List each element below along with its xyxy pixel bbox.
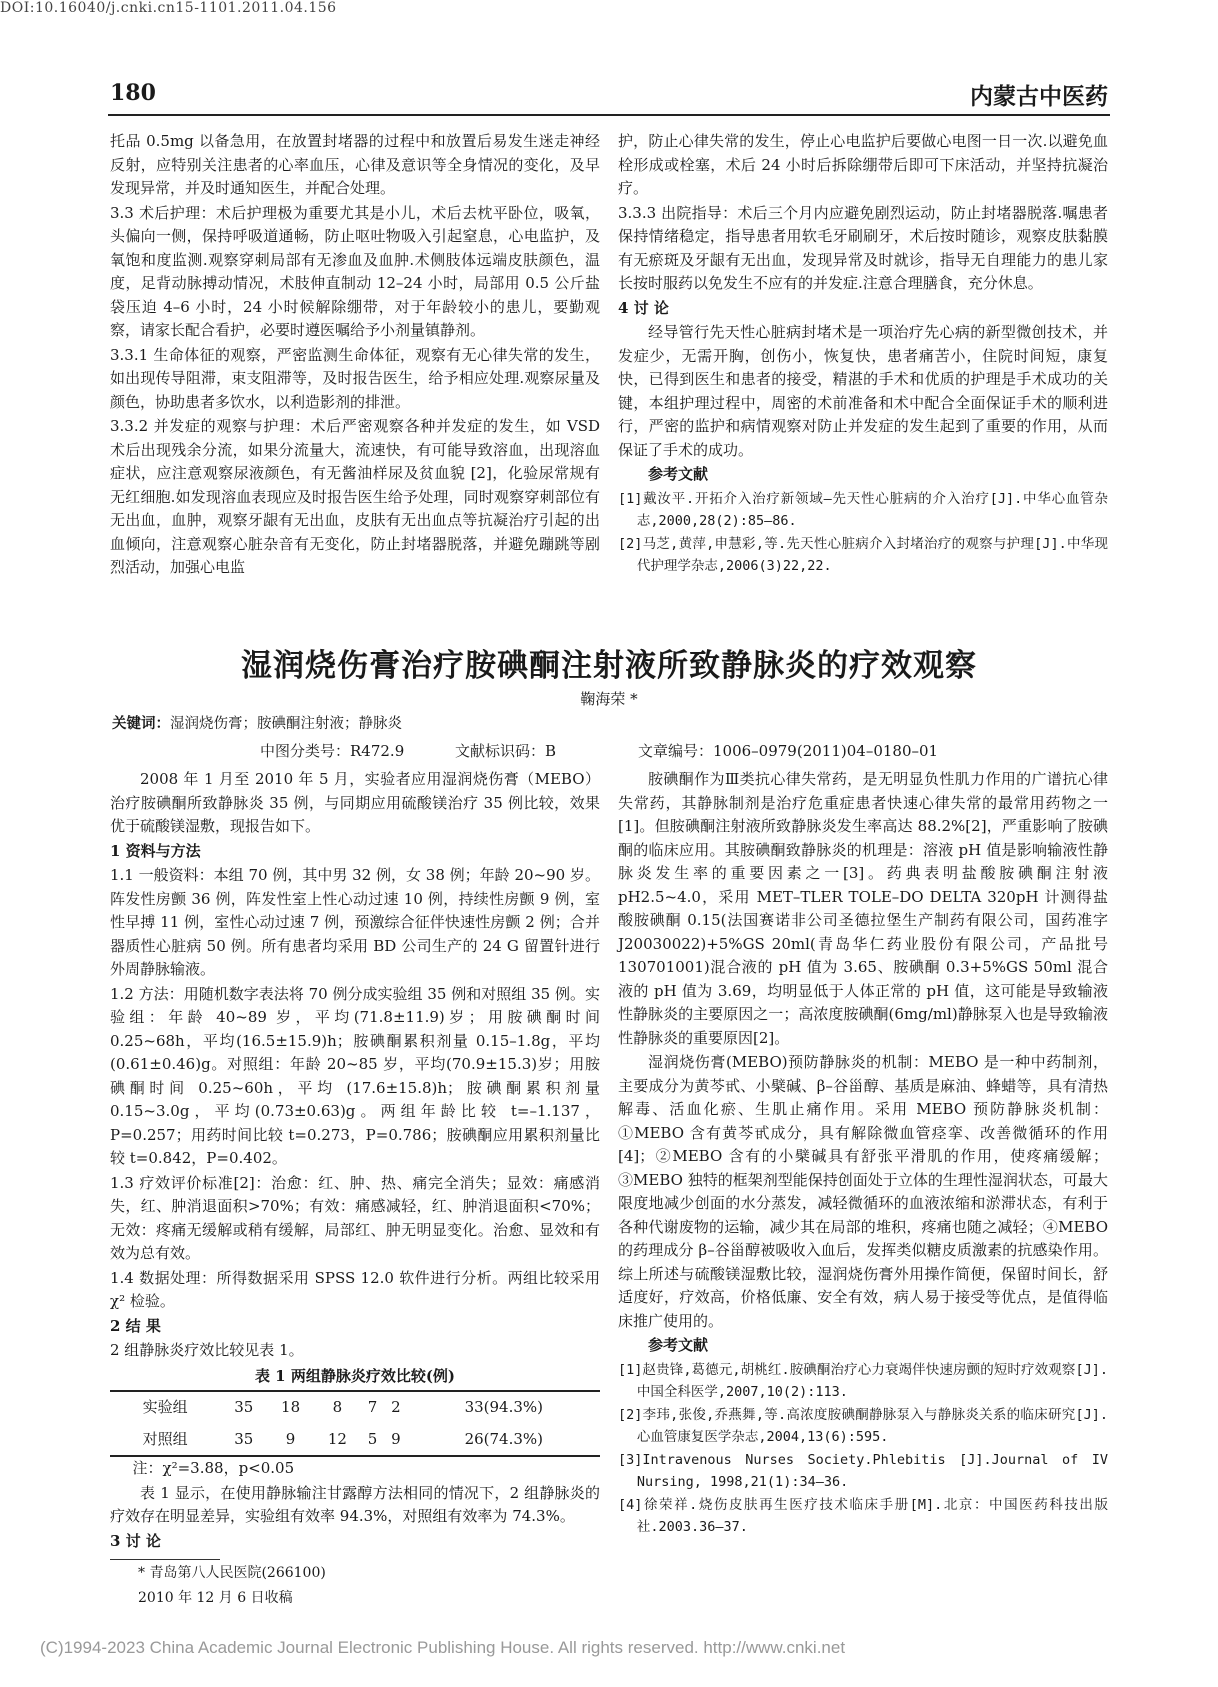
reference-item: [1]戴汝平.开拓介入治疗新领域–先天性心脏病的介入治疗[J].中华心血管杂志,2000,28(2):85–86. [618,490,1108,529]
keywords [112,712,402,733]
author: 鞠海荣 * [580,690,638,708]
page-number: 180 [110,80,156,106]
article-left-column [110,768,600,1611]
table-cell: 7 [361,1391,384,1424]
table-cell: 9 [384,1424,407,1457]
table-cell: 实验组 [110,1391,220,1424]
paragraph: 1.1 一般资料：本组 70 例，其中男 32 例，女 38 例；年龄 20~90 岁。阵发性房颤 36 例，阵发性室上性心动过速 10 例，持续性房颤 9 例，室性早搏 11 例，室性心动过速 7 例，预激综合征伴快速性房颤 2 例；合并器质性心脏病 50 例。所有患者均采用 BD 公司生产的 24 G 留置针进行外周静脉输液。 [110,866,600,978]
reference-item: [2]李玮,张俊,乔燕舞,等.高浓度胺碘酮静脉泵入与静脉炎关系的临床研究[J].心血管康复医学杂志,2004,13(6):595. [618,1406,1108,1445]
section-heading: 1 资料与方法 [110,841,201,860]
keywords-label: 关键词： [112,715,170,732]
table-cell: 35 [220,1391,267,1424]
paragraph: 托品 0.5mg 以备急用，在放置封堵器的过程中和放置后易发生迷走神经反射，应特别关注患者的心率血压，心律及意识等全身情况的变化，及早发现异常，并及时通知医生，并配合处理。 [110,132,600,197]
doi-line: DOI:10.16040/j.cnki.cn15-1101.2011.04.156 [0,0,337,16]
table-cell: 26(74.3%) [408,1424,600,1457]
footnote-rule [110,1559,220,1560]
table-cell: 33(94.3%) [408,1391,600,1424]
paragraph: 1.2 方法：用随机数字表法将 70 例分成实验组 35 例和对照组 35 例。实验组：年龄 40~89 岁，平均(71.8±11.9)岁；用胺碘酮时间 0.25~68h，平均(16.5±15.9)h；胺碘酮累积剂量 0.15–1.8g，平均(0.61±0.46)g。对照组：年龄 20~85 岁，平均(70.9±15.3)岁；用胺碘酮时间 0.25~60h，平均 (17.6±15.8)h；胺碘酮累积剂量 0.15~3.0g，平均(0.73±0.63)g。两组年龄比较 t=–1.137，P=0.257；用药时间比较 t=0.273，P=0.786；胺碘酮应用累积剂量比较 t=0.842，P=0.402。 [110,984,600,1167]
paragraph: 1.3 疗效评价标准[2]：治愈：红、肿、热、痛完全消失；显效：痛感消失，红、肿消退面积>70%；有效：痛感减轻，红、肿消退面积<70%；无效：疼痛无缓解或稍有缓解，局部红、肿无明显变化。治愈、显效和有效为总有效。 [110,1173,600,1262]
table-caption: 表 1 两组静脉炎疗效比较(例) [254,1366,456,1385]
references-heading: 参考文献 [648,1336,709,1354]
copyright-footer: (C)1994-2023 China Academic Journal Electronic Publishing House. All rights reserved. http://www.cnki.net [40,1638,846,1657]
paragraph: 3.3.3 出院指导：术后三个月内应避免剧烈运动，防止封堵器脱落.嘱患者保持情绪稳定，指导患者用软毛牙刷刷牙，术后按时随诊，观察皮肤黏膜有无瘀斑及牙龈有无出血，发现异常及时就诊，指导无自理能力的患儿家长按时服药以免发生不应有的并发症.注意合理膳食，充分休息。 [618,203,1108,292]
prev-article-right-column [618,130,1108,578]
paragraph: 护，防止心律失常的发生，停止心电监护后要做心电图一日一次.以避免血栓形成或栓塞，术后 24 小时后拆除绷带后即可下床活动，并坚持抗凝治疗。 [618,132,1108,197]
paragraph: 1.4 数据处理：所得数据采用 SPSS 12.0 软件进行分析。两组比较采用 χ² 检验。 [110,1268,600,1310]
table-cell: 12 [314,1424,361,1457]
paragraph: 经导管行先天性心脏病封堵术是一项治疗先心病的新型微创技术，并发症少，无需开胸，创伤小，恢复快，患者痛苦小，住院时间短，康复快，已得到医生和患者的接受，精湛的手术和优质的护理是手术成功的关键，本组护理过程中，周密的术前准备和术中配合全面保证手术的顺利进行，严密的监护和病情观察对防止并发症的发生起到了重要的作用，从而保证了手术的成功。 [618,323,1108,459]
table-cell: 18 [267,1391,314,1424]
article-number: 文章编号：1006–0979(2011)04–0180–01 [638,742,939,760]
section-heading: 2 结 果 [110,1316,161,1335]
prev-article-left-column [110,130,600,581]
journal-name: 内蒙古中医药 [970,83,1108,110]
reference-item: [3]Intravenous Nurses Society.Phlebitis [J].Journal of IV Nursing, 1998,21(1):34–36. [618,1451,1108,1490]
table-cell: 对照组 [110,1424,220,1457]
table-cell: 9 [267,1424,314,1457]
header-rule [108,114,1110,116]
article-right-column [618,768,1108,1539]
reference-item: [4]徐荣祥.烧伤皮肤再生医疗技术临床手册[M].北京：中国医药科技出版社.2003.36–37. [618,1496,1108,1535]
table-cell: 2 [384,1391,407,1424]
table-row [110,1391,600,1424]
table-cell: 5 [361,1424,384,1457]
paragraph: 湿润烧伤膏(MEBO)预防静脉炎的机制：MEBO 是一种中药制剂，主要成分为黄芩甙、小檗碱、β–谷甾醇、基质是麻油、蜂蜡等，具有清热解毒、活血化瘀、生肌止痛作用。采用 MEBO 预防静脉炎机制：①MEBO 含有黄芩甙成分，具有解除微血管痉挛、改善微循环的作用[4]；②MEBO 含有的小檗碱具有舒张平滑肌的作用，使疼痛缓解；③MEBO 独特的框架剂型能保持创面处于立体的生理性湿润状态，可最大限度地减少创面的水分蒸发，减轻微循环的血液浓缩和淤滞状态，有利于各种代谢废物的运输，减少其在局部的堆积，疼痛也随之减轻；④MEBO 的药理成分 β–谷甾醇被吸收入血后，发挥类似糖皮质激素的抗感染作用。综上所述与硫酸镁湿敷比较，湿润烧伤膏外用操作简便，保留时间长，舒适度好，疗效高，价格低廉、安全有效，病人易于接受等优点，是值得临床推广使用的。 [618,1053,1108,1330]
paragraph: 表 1 显示，在使用静脉输注甘露醇方法相同的情况下，2 组静脉炎的疗效存在明显差异，实验组有效率 94.3%，对照组有效率为 74.3%。 [110,1483,600,1525]
reference-item: [2]马芝,黄萍,申慧彩,等.先天性心脏病介入封堵治疗的观察与护理[J].中华现代护理学杂志,2006(3)22,22. [618,535,1108,574]
section-heading: 4 讨 论 [618,298,669,317]
footnote-affiliation: * 青岛第八人民医院(266100) [138,1565,326,1581]
document-code: 文献标识码：B [455,742,557,760]
paragraph: 2008 年 1 月至 2010 年 5 月，实验者应用湿润烧伤膏（MEBO）治疗胺碘酮所致静脉炎 35 例，与同期应用硫酸镁治疗 35 例比较，效果优于硫酸镁湿敷，现报告如下。 [110,770,600,835]
keywords-text: 湿润烧伤膏；胺碘酮注射液；静脉炎 [170,716,402,732]
table-note: 注：χ²=3.88，p<0.05 [132,1459,295,1477]
clc-number: 中图分类号：R472.9 [260,742,405,760]
paragraph: 胺碘酮作为Ⅲ类抗心律失常药，是无明显负性肌力作用的广谱抗心律失常药，其静脉制剂是治疗危重症患者快速心律失常的最常用药物之一 [1]。但胺碘酮注射液所致静脉炎发生率高达 88.2%[2]，严重影响了胺碘酮的临床应用。其胺碘酮致静脉炎的机理是：溶液 pH 值是影响输液性静脉炎发生率的重要因素之一[3]。药典表明盐酸胺碘酮注射液 pH2.5~4.0，采用 MET–TLER TOLE–DO DELTA 320pH 计测得盐酸胺碘酮 0.15(法国赛诺非公司圣德拉堡生产制药有限公司，国药准字 J20030022)+5%GS 20ml(青岛华仁药业股份有限公司，产品批号 130701001)混合液的 pH 值为 3.65、胺碘酮 0.3+5%GS 50ml 混合液的 pH 值为 3.69，均明显低于人体正常的 pH 值，这可能是导致输液性静脉炎的主要原因之一；高浓度胺碘酮(6mg/ml)静脉泵入也是导致输液性静脉炎的重要原因[2]。 [618,770,1108,1047]
reference-item: [1]赵贵锋,葛德元,胡桃红.胺碘酮治疗心力衰竭伴快速房颤的短时疗效观察[J].中国全科医学,2007,10(2):113. [618,1361,1108,1400]
paragraph: 3.3.2 并发症的观察与护理：术后严密观察各种并发症的发生，如 VSD 术后出现残余分流，如果分流量大，流速快，有可能导致溶血，出现溶血症状，应注意观察尿液颜色，有无酱油样尿及贫血貌 [2]，化验尿常规有无红细胞.如发现溶血表现应及时报告医生给予处理，同时观察穿刺部位有无出血，血肿，观察牙龈有无出血，皮肤有无出血点等抗凝治疗引起的出血倾向，注意观察心脏杂音有无变化，防止封堵器脱落，并避免蹦跳等剧烈活动，加强心电监 [110,417,600,576]
table-row [110,1424,600,1457]
article-title: 湿润烧伤膏治疗胺碘酮注射液所致静脉炎的疗效观察 [241,648,977,684]
paragraph: 3.3.1 生命体征的观察，严密监测生命体征，观察有无心律失常的发生，如出现传导阻滞，束支阻滞等，及时报告医生，给予相应处理.观察尿量及颜色，协助患者多饮水，以利造影剂的排泄。 [110,345,600,411]
table-cell: 35 [220,1424,267,1457]
paragraph: 2 组静脉炎疗效比较见表 1。 [110,1341,304,1359]
results-table [110,1390,600,1457]
footnote-received: 2010 年 12 月 6 日收稿 [138,1589,293,1606]
section-heading: 3 讨 论 [110,1531,161,1550]
references-heading: 参考文献 [648,465,709,483]
table-cell: 8 [314,1391,361,1424]
paragraph: 3.3 术后护理：术后护理极为重要尤其是小儿，术后去枕平卧位，吸氧，头偏向一侧，保持呼吸道通畅，防止呕吐物吸入引起窒息，心电监护，及氧饱和度监测.观察穿刺局部有无渗血及血肿.术侧肢体远端皮肤颜色，温度，足背动脉搏动情况，术肢伸直制动 12–24 小时，局部用 0.5 公斤盐袋压迫 4–6 小时，24 小时候解除绷带，对于年龄较小的患儿，要勤观察，请家长配合看护，必要时遵医嘱给予小剂量镇静剂。 [110,203,600,339]
